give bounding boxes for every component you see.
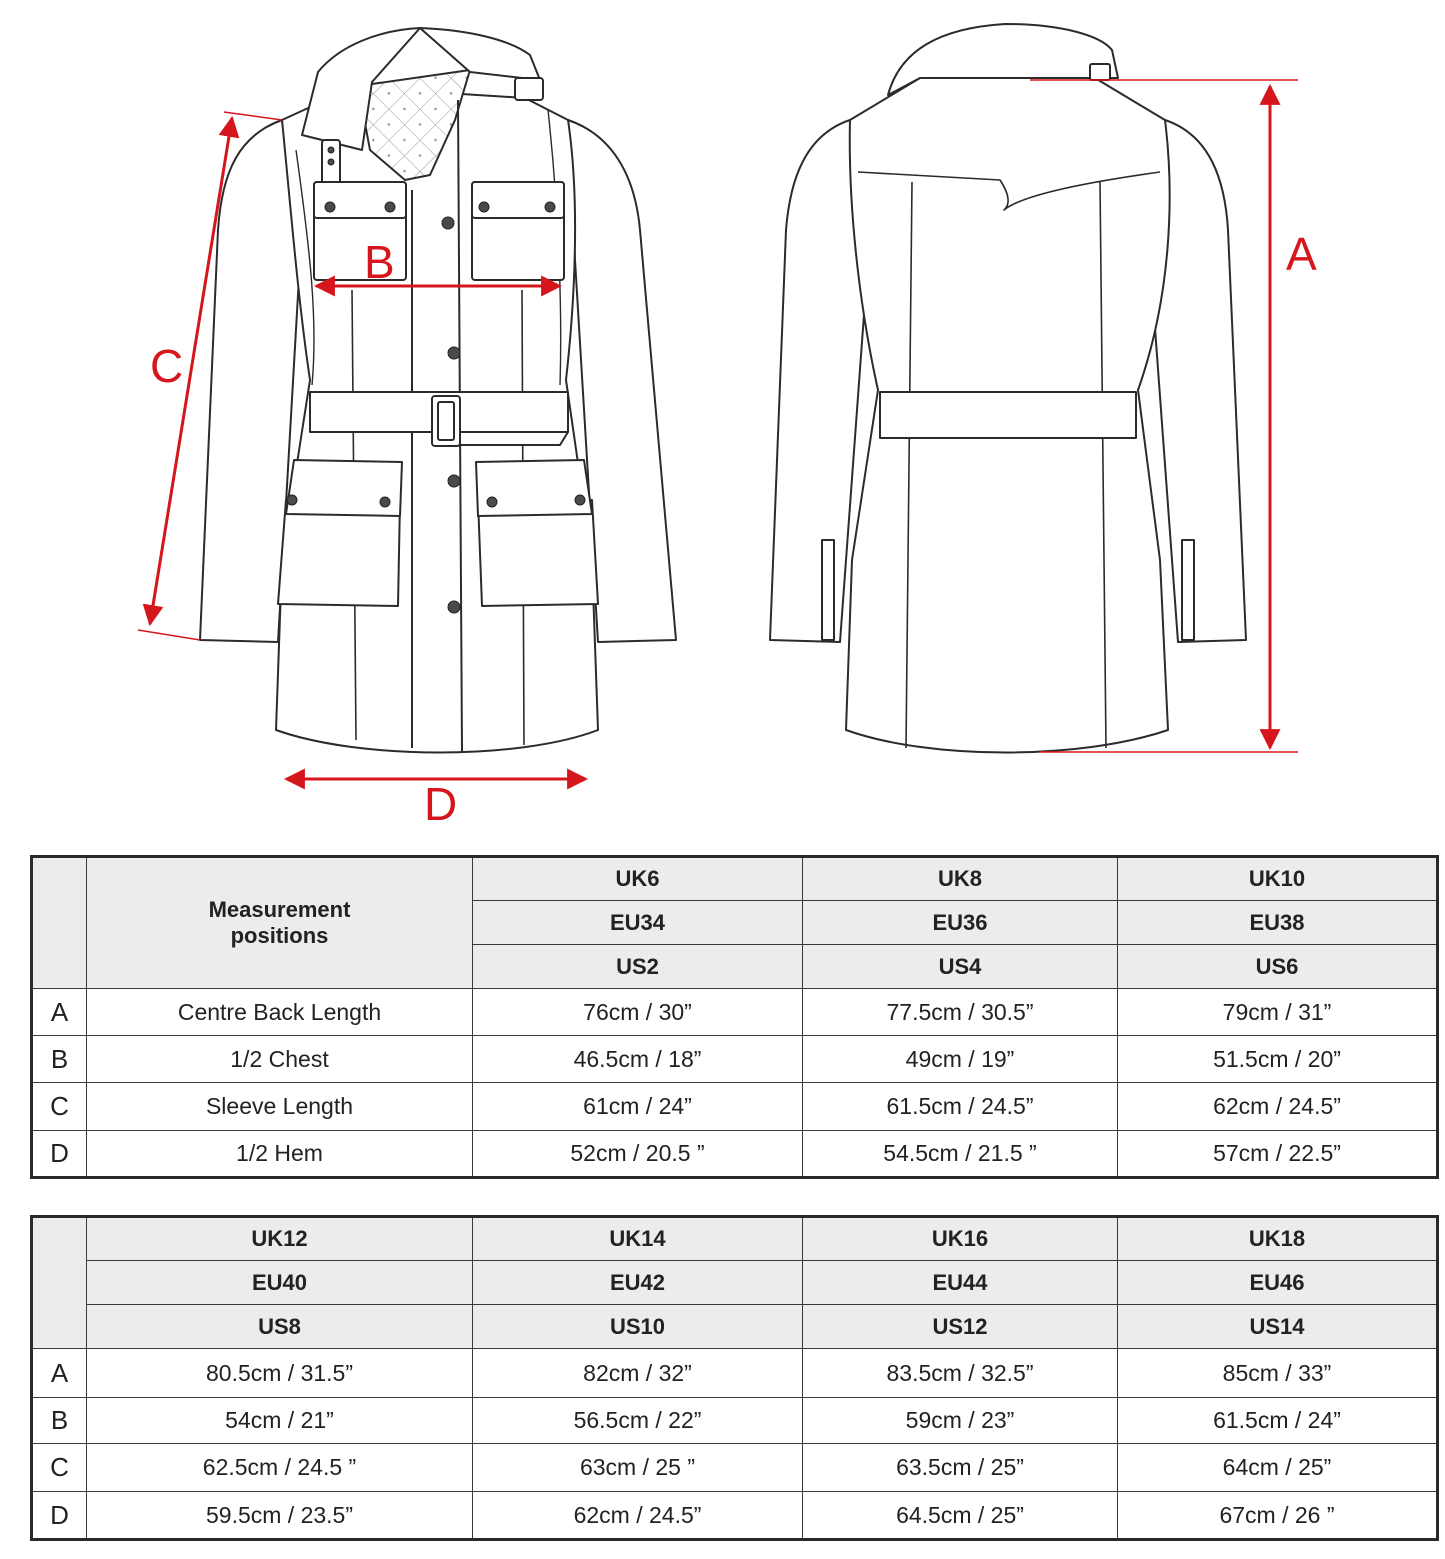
table-row bbox=[32, 1492, 1438, 1540]
table-row bbox=[32, 1349, 1438, 1398]
table-row bbox=[32, 1398, 1438, 1444]
row-value: 49cm / 19” bbox=[803, 1036, 1118, 1083]
row-value: 54.5cm / 21.5 ” bbox=[803, 1131, 1118, 1178]
row-value: 85cm / 33” bbox=[1118, 1349, 1438, 1398]
label-b: B bbox=[364, 236, 395, 288]
size-us: US6 bbox=[1118, 945, 1438, 989]
row-value: 61.5cm / 24” bbox=[1118, 1398, 1438, 1444]
row-letter: A bbox=[32, 1349, 87, 1398]
row-value: 56.5cm / 22” bbox=[473, 1398, 803, 1444]
table-row bbox=[32, 989, 1438, 1036]
size-uk: UK12 bbox=[87, 1217, 473, 1261]
back-belt bbox=[880, 392, 1136, 438]
row-letter: B bbox=[32, 1398, 87, 1444]
header-line-2: positions bbox=[230, 923, 329, 948]
table-row bbox=[32, 1083, 1438, 1131]
table-row bbox=[32, 1131, 1438, 1178]
row-value: 57cm / 22.5” bbox=[1118, 1131, 1438, 1178]
size-us: US8 bbox=[87, 1305, 473, 1349]
row-value: 64cm / 25” bbox=[1118, 1444, 1438, 1492]
size-eu: EU38 bbox=[1118, 901, 1438, 945]
measurement-positions-header bbox=[87, 857, 473, 989]
front-collar-right bbox=[420, 28, 540, 80]
row-value: 76cm / 30” bbox=[473, 989, 803, 1036]
size-uk: UK8 bbox=[803, 857, 1118, 901]
row-letter: C bbox=[32, 1444, 87, 1492]
row-value: 59cm / 23” bbox=[803, 1398, 1118, 1444]
size-eu: EU34 bbox=[473, 901, 803, 945]
row-letter: D bbox=[32, 1492, 87, 1540]
size-eu: EU44 bbox=[803, 1261, 1118, 1305]
row-letter: D bbox=[32, 1131, 87, 1178]
size-uk: UK18 bbox=[1118, 1217, 1438, 1261]
label-a: A bbox=[1286, 228, 1317, 280]
row-name: Sleeve Length bbox=[87, 1083, 473, 1131]
corner-cell bbox=[32, 1217, 87, 1349]
size-uk: UK6 bbox=[473, 857, 803, 901]
jacket-back-view bbox=[770, 24, 1246, 753]
label-d: D bbox=[424, 778, 458, 830]
size-uk: UK16 bbox=[803, 1217, 1118, 1261]
row-value: 52cm / 20.5 ” bbox=[473, 1131, 803, 1178]
size-us: US4 bbox=[803, 945, 1118, 989]
row-letter: B bbox=[32, 1036, 87, 1083]
row-letter: C bbox=[32, 1083, 87, 1131]
row-value: 54cm / 21” bbox=[87, 1398, 473, 1444]
size-eu: EU42 bbox=[473, 1261, 803, 1305]
table-row bbox=[32, 1036, 1438, 1083]
label-c: C bbox=[150, 340, 184, 392]
size-table-uk12-uk18 bbox=[30, 1215, 1439, 1541]
row-name: 1/2 Hem bbox=[87, 1131, 473, 1178]
row-value: 51.5cm / 20” bbox=[1118, 1036, 1438, 1083]
row-value: 61cm / 24” bbox=[473, 1083, 803, 1131]
row-value: 79cm / 31” bbox=[1118, 989, 1438, 1036]
row-value: 62.5cm / 24.5 ” bbox=[87, 1444, 473, 1492]
size-eu: EU46 bbox=[1118, 1261, 1438, 1305]
size-uk: UK10 bbox=[1118, 857, 1438, 901]
row-value: 82cm / 32” bbox=[473, 1349, 803, 1398]
jacket-front-view bbox=[200, 28, 676, 753]
row-value: 46.5cm / 18” bbox=[473, 1036, 803, 1083]
size-eu: EU40 bbox=[87, 1261, 473, 1305]
row-value: 80.5cm / 31.5” bbox=[87, 1349, 473, 1398]
row-value: 67cm / 26 ” bbox=[1118, 1492, 1438, 1540]
row-name: Centre Back Length bbox=[87, 989, 473, 1036]
row-value: 62cm / 24.5” bbox=[473, 1492, 803, 1540]
row-value: 61.5cm / 24.5” bbox=[803, 1083, 1118, 1131]
size-uk: UK14 bbox=[473, 1217, 803, 1261]
size-us: US14 bbox=[1118, 1305, 1438, 1349]
header-line-1: Measurement bbox=[208, 897, 351, 922]
corner-cell bbox=[32, 857, 87, 989]
row-value: 59.5cm / 23.5” bbox=[87, 1492, 473, 1540]
size-eu: EU36 bbox=[803, 901, 1118, 945]
size-us: US10 bbox=[473, 1305, 803, 1349]
row-value: 63.5cm / 25” bbox=[803, 1444, 1118, 1492]
size-us: US2 bbox=[473, 945, 803, 989]
row-value: 77.5cm / 30.5” bbox=[803, 989, 1118, 1036]
row-value: 62cm / 24.5” bbox=[1118, 1083, 1438, 1131]
size-table-uk6-uk10 bbox=[30, 855, 1439, 1179]
row-name: 1/2 Chest bbox=[87, 1036, 473, 1083]
table-row bbox=[32, 1444, 1438, 1492]
row-value: 83.5cm / 32.5” bbox=[803, 1349, 1118, 1398]
row-value: 64.5cm / 25” bbox=[803, 1492, 1118, 1540]
row-value: 63cm / 25 ” bbox=[473, 1444, 803, 1492]
size-us: US12 bbox=[803, 1305, 1118, 1349]
row-letter: A bbox=[32, 989, 87, 1036]
